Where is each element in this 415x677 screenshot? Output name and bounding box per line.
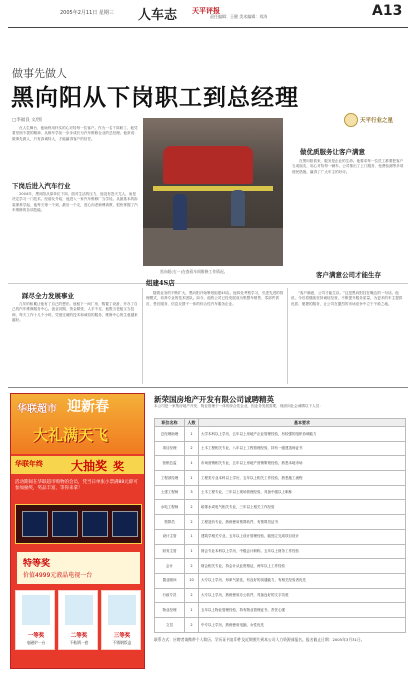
lottery-banner-b: 大抽奖	[71, 459, 108, 473]
column-header: 基本要求	[199, 419, 406, 427]
table-cell: 给排水或电气相关专业，三年以上相关工作经验	[199, 500, 406, 515]
prize-image	[108, 595, 136, 625]
table-cell: 营销总监	[155, 456, 185, 471]
table-cell: 行政专员	[155, 588, 185, 603]
table-cell: 财会相关专业，持会计从业资格证，两年以上工作经验	[199, 559, 406, 574]
section3-title: 组建4S店	[146, 279, 175, 287]
table-row	[155, 529, 406, 544]
jobs-contact: 联系方式：应聘者请携带个人简历、学历证书复印件及近期照片到本公司人力资源部报名。报名截止日期：2005年3月31日。	[154, 637, 365, 642]
table-row	[155, 559, 406, 574]
section5-title: 客户满意公司才能生存	[316, 271, 381, 279]
column-header: 职位名称	[155, 419, 185, 427]
table-cell: 2	[185, 441, 199, 456]
prize-desc: 电磁炉一台	[26, 640, 46, 645]
prize-image	[65, 595, 93, 625]
table-row	[155, 603, 406, 618]
jobs-intro: 本公司是一家集房地产开发、物业管理于一体的综合性企业，因业务发展需要，现面向社会诚聘以下人员：	[154, 404, 323, 408]
lift-shape	[153, 186, 273, 191]
jobs-table-header	[155, 419, 406, 427]
table-cell: 大专以上学历，形象气质佳，有良好的沟通能力，有相关经验者优先	[199, 573, 406, 588]
editor-credits: 责任编辑：王健 美术编辑：刘涛	[210, 14, 268, 19]
section-title: 人车志	[138, 8, 178, 23]
table-cell: 工程部经理	[155, 471, 185, 486]
table-cell: 文员	[155, 617, 185, 632]
table-cell: 大学本科以上学历，五年以上房地产企业管理经验，有较强的组织协调能力	[199, 427, 406, 442]
table-cell: 1	[185, 529, 199, 544]
table-cell: 2	[185, 515, 199, 530]
person-shape	[231, 190, 245, 226]
prize-desc: 不粘锅一套	[69, 640, 89, 645]
prize-card	[15, 590, 55, 650]
table-cell: 土木工程相关专业，八年以上工程管理经验，持有一级建造师证书	[199, 441, 406, 456]
table-cell: 2	[185, 588, 199, 603]
workshop-photo	[143, 118, 283, 266]
table-row	[155, 617, 406, 632]
newspaper-logo: 天平评报	[192, 7, 220, 15]
article-byline: □李福良 文/图	[12, 118, 42, 123]
jobs-table	[154, 418, 406, 633]
table-cell: 2	[185, 617, 199, 632]
grand-prize-label: 特等奖	[23, 559, 51, 569]
table-cell: 1	[185, 471, 199, 486]
section2-title: 踩尽全力发展事业	[22, 292, 74, 300]
section4-text: 在黑向阳看来，服务是企业的生命。他要求每一位员工都要把客户当成朋友，用心对待每一辆车。公司推出了上门服务、免费检测等多项便民措施，赢得了广大车主的好评。	[292, 159, 404, 174]
table-cell: 土建工程师	[155, 485, 185, 500]
table-cell: 市场营销相关专业，五年以上房地产营销策划经验，熟悉本地市场	[199, 456, 406, 471]
lottery-banner-a: 华联年终	[15, 460, 43, 468]
table-row	[155, 485, 406, 500]
grand-prize-desc: 价值4999元液晶电视一台	[23, 572, 93, 579]
prize-desc: 不锈钢饭盒	[112, 640, 132, 645]
lottery-banner-c: 奖	[113, 460, 124, 473]
table-cell: 中专以上学历，熟练使用电脑，女性优先	[199, 617, 406, 632]
table-row	[155, 427, 406, 442]
ad-note: 活动期间在华联超市购物的会员，凭当日单张小票满88元即可参加抽奖，奖品丰富，等你来拿！	[15, 480, 138, 491]
section3-text: 随着业务的不断扩大，黑向阳开始筹划组建4S店。他四处考察学习，引进先进的管理模式，培养专业的技术团队。如今，他的公司已经发展成为集整车销售、零部件供应、售后服务、信息反馈于一体的综合性汽车服务企业。	[146, 291, 284, 306]
table-row	[155, 500, 406, 515]
lottery-banner	[11, 456, 145, 474]
tv-icon	[112, 511, 138, 537]
column-divider	[142, 288, 143, 384]
table-cell: 1	[185, 456, 199, 471]
car-shape	[163, 146, 253, 184]
ad-slogan-secondary: 大礼满天飞	[33, 426, 109, 444]
table-cell: 10	[185, 573, 199, 588]
page-number: A13	[372, 3, 403, 19]
table-cell: 大专以上学历，熟练使用办公软件，具备良好的文字功底	[199, 588, 406, 603]
section2-text: 几年的积累让他有了自己的想法。他租下一间厂房，购置了设备，开办了自己的汽车维修服务中心。创业初期，资金紧张，人手不足，他既当老板又当技师，每天工作十几个小时。凭借过硬的技术和诚信的服务，维修中心的生意越来越好。	[12, 302, 138, 323]
table-cell: 工程造价专业，熟练使用预算软件，有预算员证书	[199, 515, 406, 530]
tv-icon	[22, 511, 48, 537]
industry-star-badge	[344, 113, 400, 127]
table-row	[155, 471, 406, 486]
photo-caption: 黑向阳(右一)在查看车间维修工作情况。	[160, 269, 228, 274]
prize-label: 二等奖	[70, 633, 88, 639]
ad-divider	[8, 387, 408, 388]
table-cell: 1	[185, 603, 199, 618]
tv-icon	[82, 511, 108, 537]
tv-prize-display	[15, 504, 142, 544]
article-kicker: 做事先做人	[12, 67, 67, 80]
table-cell: 工程类专业本科以上学历，五年以上相关工作经验，熟悉施工流程	[199, 471, 406, 486]
jobs-title: 新荣国房地产开发有限公司诚聘精英	[154, 395, 274, 404]
table-cell: 土木工程专业，三年以上现场管理经验，具备中级以上职称	[199, 485, 406, 500]
prize-label: 一等奖	[27, 633, 45, 639]
table-cell: 五年以上物业管理经验，持有物业管理证书，责任心强	[199, 603, 406, 618]
table-cell: 物业经理	[155, 603, 185, 618]
table-cell: 预算员	[155, 515, 185, 530]
table-row	[155, 441, 406, 456]
article-intro: 在人生舞台，他始终用朴实的心对待每一位客户。作为一名下岗职工，他凭着坚韧不拔的精神，从修车学徒一步步成长为汽车维修企业的总经理。他常说：做事先做人，只有真诚待人，才能赢得客户的信任。	[12, 126, 138, 141]
table-cell: 总经理助理	[155, 427, 185, 442]
table-cell: 1	[185, 427, 199, 442]
table-cell: 财会专业本科以上学历，中级会计职称，五年以上财务工作经验	[199, 544, 406, 559]
section1-text: 2004年，黑向阳从原单位下岗，面对生活的压力，他没有怨天尤人，而是决定学习一门技术。经朋友介绍，他进入一家汽车维修厂当学徒。从最基本的拆装保养学起，他每天第一个到，最后一个走，虚心向老师傅请教，很快掌握了汽车维修的各项技能。	[12, 192, 138, 213]
issue-date: 2005年2月11日 星期三	[60, 10, 114, 16]
header-divider	[8, 27, 408, 28]
table-cell: 3	[185, 485, 199, 500]
table-row	[155, 544, 406, 559]
table-cell: 财务主管	[155, 544, 185, 559]
section4-title: 做优质服务让客户满意	[300, 148, 365, 156]
section1-title: 下岗后进入汽车行业	[12, 182, 71, 190]
tv-icon	[52, 511, 78, 537]
prize-card	[101, 590, 141, 650]
table-cell: 建筑学相关专业，五年以上设计管理经验，能独立完成项目设计	[199, 529, 406, 544]
table-row	[155, 515, 406, 530]
table-cell: 项目经理	[155, 441, 185, 456]
table-cell: 2	[185, 500, 199, 515]
prize-card	[58, 590, 98, 650]
section5-text: “客户满意，公司才能生存。”这是黑向阳挂在嘴边的一句话。他说，今后将继续坚持诚信经营，不断提升服务质量，为更多的车主提供优质、便捷的服务，让公司在激烈的市场竞争中立于不败之地。	[291, 291, 403, 306]
ad-slogan: 迎新春	[67, 399, 109, 415]
table-cell: 1	[185, 544, 199, 559]
prize-image	[22, 595, 50, 625]
table-cell: 水电工程师	[155, 500, 185, 515]
prize-label: 三等奖	[113, 633, 131, 639]
table-cell: 会计	[155, 559, 185, 574]
section-divider	[8, 283, 408, 284]
column-header: 人数	[185, 419, 199, 427]
table-cell: 2	[185, 559, 199, 574]
badge-label: 天平行业之星	[360, 118, 394, 124]
supermarket-ad	[10, 393, 145, 669]
person-shape	[173, 194, 187, 230]
table-row	[155, 588, 406, 603]
table-cell: 置业顾问	[155, 573, 185, 588]
table-row	[155, 456, 406, 471]
portrait-icon	[344, 113, 358, 127]
article-headline: 黑向阳从下岗职工到总经理	[11, 85, 299, 111]
table-cell: 设计主管	[155, 529, 185, 544]
ad-header	[11, 394, 145, 454]
floor-shape	[143, 228, 283, 266]
column-divider	[287, 288, 288, 384]
grand-prize-box	[17, 552, 140, 584]
ad-brand: 华联超市	[17, 404, 57, 415]
table-row	[155, 573, 406, 588]
